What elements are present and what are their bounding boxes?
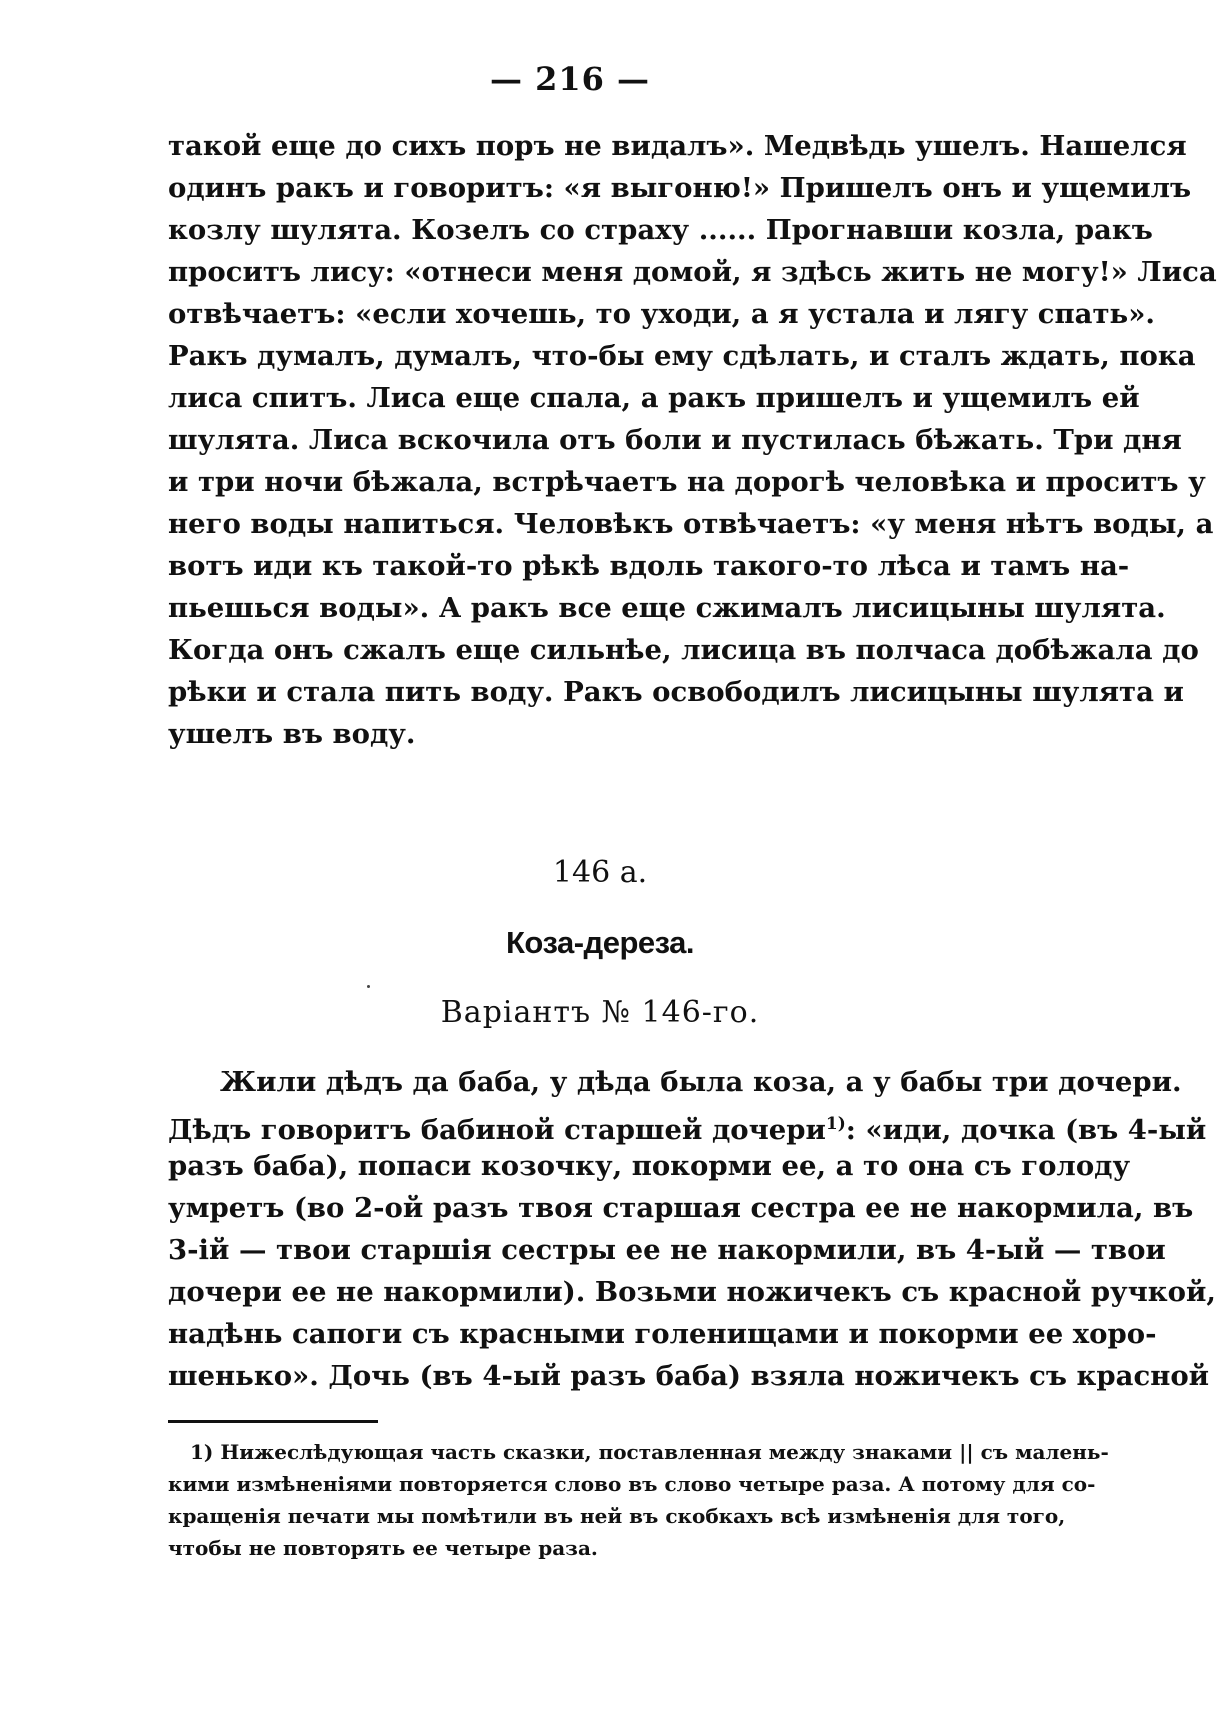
body-line: Ракъ думалъ, думалъ, что-бы ему сдѣлать, и сталъ ждать, пока <box>168 340 1196 372</box>
footnote-divider <box>168 1420 378 1423</box>
body-line: Когда онъ сжалъ еще сильнѣе, лисица въ полчаса добѣжала до <box>168 634 1199 666</box>
footnote-line: чтобы не повторять ее четыре раза. <box>168 1536 598 1560</box>
body-line: пьешься воды». А ракъ все еще сжималъ лисицыны шулята. <box>168 592 1166 624</box>
section-title: Коза-дереза. <box>506 925 694 960</box>
body-line: и три ночи бѣжала, встрѣчаетъ на дорогѣ человѣка и проситъ у <box>168 466 1206 498</box>
story-line: надѣнь сапоги съ красными голенищами и покорми ее хоро- <box>168 1318 1157 1350</box>
body-line: шулята. Лиса вскочила отъ боли и пустилась бѣжать. Три дня <box>168 424 1182 456</box>
footnote-line: кращенiя печати мы помѣтили въ ней въ скобкахъ всѣ измѣненiя для того, <box>168 1504 1066 1528</box>
story-line: разъ баба), попаси козочку, покорми ее, а то она съ голоду <box>168 1150 1131 1182</box>
story-line: Жили дѣдъ да баба, у дѣда была коза, а у бабы три дочери. <box>220 1066 1182 1098</box>
story-line <box>168 1104 1207 1150</box>
body-line: него воды напиться. Человѣкъ отвѣчаетъ: «у меня нѣтъ воды, а <box>168 508 1214 540</box>
story-line-rest: : «иди, дочка (въ 4-ый <box>845 1114 1207 1147</box>
story-line: дочери ее не накормили). Возьми ножичекъ съ красной ручкой, <box>168 1276 1216 1308</box>
footnote-line: 1) Нижеслѣдующая часть сказки, поставленная между знаками || съ малень- <box>190 1440 1109 1464</box>
page-number: — 216 — <box>489 60 651 98</box>
body-line: одинъ ракъ и говоритъ: «я выгоню!» Пришелъ онъ и ущемилъ <box>168 172 1192 204</box>
story-line-start: Дѣдъ говоритъ бабиной старшей дочери <box>168 1114 826 1147</box>
footnote-line: кими измѣненiями повторяется слово въ слово четыре раза. А потому для со- <box>168 1472 1096 1496</box>
body-line: вотъ иди къ такой-то рѣкѣ вдоль такого-то лѣса и тамъ на- <box>168 550 1130 582</box>
story-line: 3-iй — твои старшiя сестры ее не накормили, въ 4-ый — твои <box>168 1234 1166 1266</box>
body-line: ушелъ въ воду. <box>168 718 416 750</box>
story-line: умретъ (во 2-ой разъ твоя старшая сестра ее не накормила, въ <box>168 1192 1194 1224</box>
body-line: проситъ лису: «отнеси меня домой, я здѣсь жить не могу!» Лиса <box>168 256 1217 288</box>
body-line: рѣки и стала пить воду. Ракъ освободилъ лисицыны шулята и <box>168 676 1184 708</box>
body-line: козлу шулята. Козелъ со страху ...... Прогнавши козла, ракъ <box>168 214 1153 246</box>
story-line: шенько». Дочь (въ 4-ый разъ баба) взяла ножичекъ съ красной <box>168 1360 1210 1392</box>
footnote-reference[interactable]: 1) <box>825 1114 846 1134</box>
body-line: лиса спитъ. Лиса еще спала, а ракъ пришелъ и ущемилъ ей <box>168 382 1140 414</box>
body-line: отвѣчаетъ: «если хочешь, то уходи, а я устала и лягу спать». <box>168 298 1155 330</box>
body-line: такой еще до сихъ поръ не видалъ». Медвѣдь ушелъ. Нашелся <box>168 130 1187 162</box>
variant-heading: Варiантъ № 146-го. <box>440 995 760 1030</box>
section-number: 146 а. <box>552 855 648 890</box>
print-speck <box>367 985 370 988</box>
